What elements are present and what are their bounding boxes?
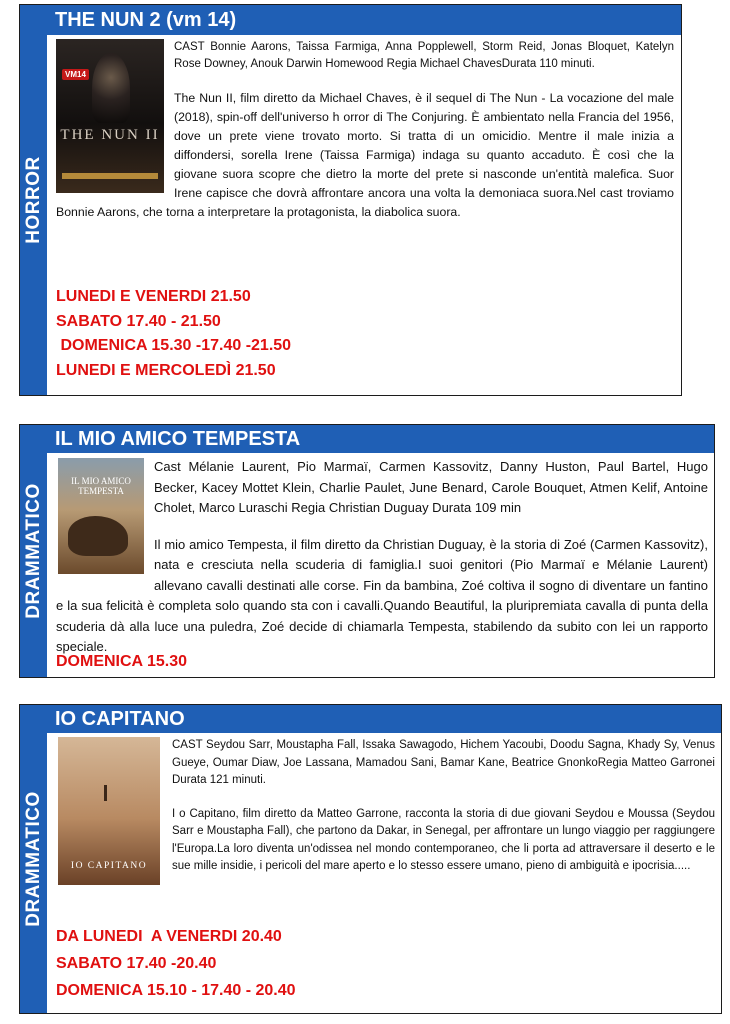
movie-plot: The Nun II, film diretto da Michael Chaves, è il sequel di The Nun - La vocazione del male (2018), spin-off dell'universo h orror di The Conjuring. È ambientato nella Francia del 1956, dove un prete viene trovato morto. Si tratta di un omicidio. Mentre il male inizia a diffondersi, sorella Irene (Taissa Farmiga) indaga su quanto accaduto. È così che la giovane suora scopre che dietro la morte del prete si nasconde un'entità malefica. Suor Irene capisce che dovrà affrontare ancora una volta la demoniaca suora.Nel cast troviamo Bonnie Aarons, che torna a interpretare la protagonista, la diabolica suora. (56, 91, 674, 219)
genre-band (20, 705, 47, 1013)
showtime-row: DOMENICA 15.30 -17.40 -21.50 (56, 337, 292, 354)
showtime-row: DA LUNEDI A VENERDI 20.40 (56, 928, 282, 945)
movie-cast: CAST Seydou Sarr, Moustapha Fall, Issaka Sawagodo, Hichem Yacoubi, Doodu Sagna, Khady Sy, Venus Gueye, Oumar Diaw, Joe Lassana, Mamadou Sani, Bamar Kane, Beatrice GnonkoRegia Matteo Garronei Durata 121 minuti. (172, 739, 715, 786)
movie-title: IO CAPITANO (55, 707, 185, 730)
showtime-row: LUNEDI E VENERDI 21.50 (56, 288, 251, 305)
poster-logo: IL MIO AMICO TEMPESTA (71, 476, 131, 496)
poster-logo: THE NUN II (60, 127, 160, 143)
movie-description (56, 737, 715, 895)
showtime-row: LUNEDI E MERCOLEDÌ 21.50 (56, 361, 276, 379)
movie-title-bar (47, 705, 721, 733)
movie-card-il-mio-amico-tempesta (19, 424, 715, 678)
movie-cast: CAST Bonnie Aarons, Taissa Farmiga, Anna Popplewell, Storm Reid, Jonas Bloquet, Katelyn Rose Downey, Anouk Darwin Homewood Regia Michael ChavesDurata 110 minuti. (174, 41, 674, 70)
movie-plot: I o Capitano, film diretto da Matteo Garrone, racconta la storia di due giovani Seydou e Moussa (Seydou Sarr e Moustapha Fall), che partono da Dakar, in Senegal, per affrontare un lungo viaggio per raggiungere l'Europa.La loro diventa un'odissea nel mondo contemporaneo, che li porta ad attraversare il deserto e le sue mille insidie, i pericoli del mare aperto e lo stesso essere umano, pieno di ambiguità e ipocrisia..... (172, 807, 715, 872)
showtimes (56, 651, 187, 673)
showtimes (56, 923, 296, 1004)
movie-title: THE NUN 2 (vm 14) (55, 8, 237, 31)
movie-card-io-capitano (19, 704, 722, 1014)
genre-label: HORROR (22, 156, 44, 244)
movie-description (56, 457, 708, 658)
poster-logo: IO CAPITANO (70, 861, 148, 871)
genre-label: DRAMMATICO (22, 483, 44, 619)
poster-badge: VM14 (62, 69, 89, 80)
movie-cast: Cast Mélanie Laurent, Pio Marmaï, Carmen Kassovitz, Danny Huston, Paul Bartel, Hugo Becker, Kacey Mottet Klein, Charlie Paulet, June Benard, Carole Bouquet, Atmen Kelif, Antoine Cholet, Marco Luraschi Regia Christian Duguay Durata 109 min (154, 459, 708, 515)
showtimes (56, 285, 291, 383)
genre-label: DRAMMATICO (22, 791, 44, 927)
genre-band (20, 425, 47, 677)
showtime-row: SABATO 17.40 -20.40 (56, 955, 217, 972)
showtime-row: DOMENICA 15.30 (56, 653, 187, 670)
movie-title-bar (47, 5, 681, 35)
movie-plot: Il mio amico Tempesta, il film diretto da Christian Duguay, è la storia di Zoé (Carmen Kassovitz), nata e cresciuta nella scuderia di famiglia.I suoi genitori (Pio Marmaï e Mélanie Laurent) allevano cavalli destinati alle corse. Fin da bambina, Zoé coltiva il sogno di diventare un fantino e la sua felicità è completa solo quando sta con i cavalli.Quando Beautiful, la pluripremiata cavalla di punta della scuderia dà alla luce una puledra, Zoé decide di chiamarla Tempesta, stabilendo da subito con lei un rapporto speciale. (56, 536, 708, 654)
movie-description (56, 39, 674, 222)
showtime-row: SABATO 17.40 - 21.50 (56, 312, 221, 330)
movie-title: IL MIO AMICO TEMPESTA (55, 427, 301, 450)
movie-card-the-nun-2 (19, 4, 682, 396)
genre-band (20, 5, 47, 395)
showtime-row: DOMENICA 15.10 - 17.40 - 20.40 (56, 982, 296, 999)
movie-title-bar (47, 425, 714, 453)
